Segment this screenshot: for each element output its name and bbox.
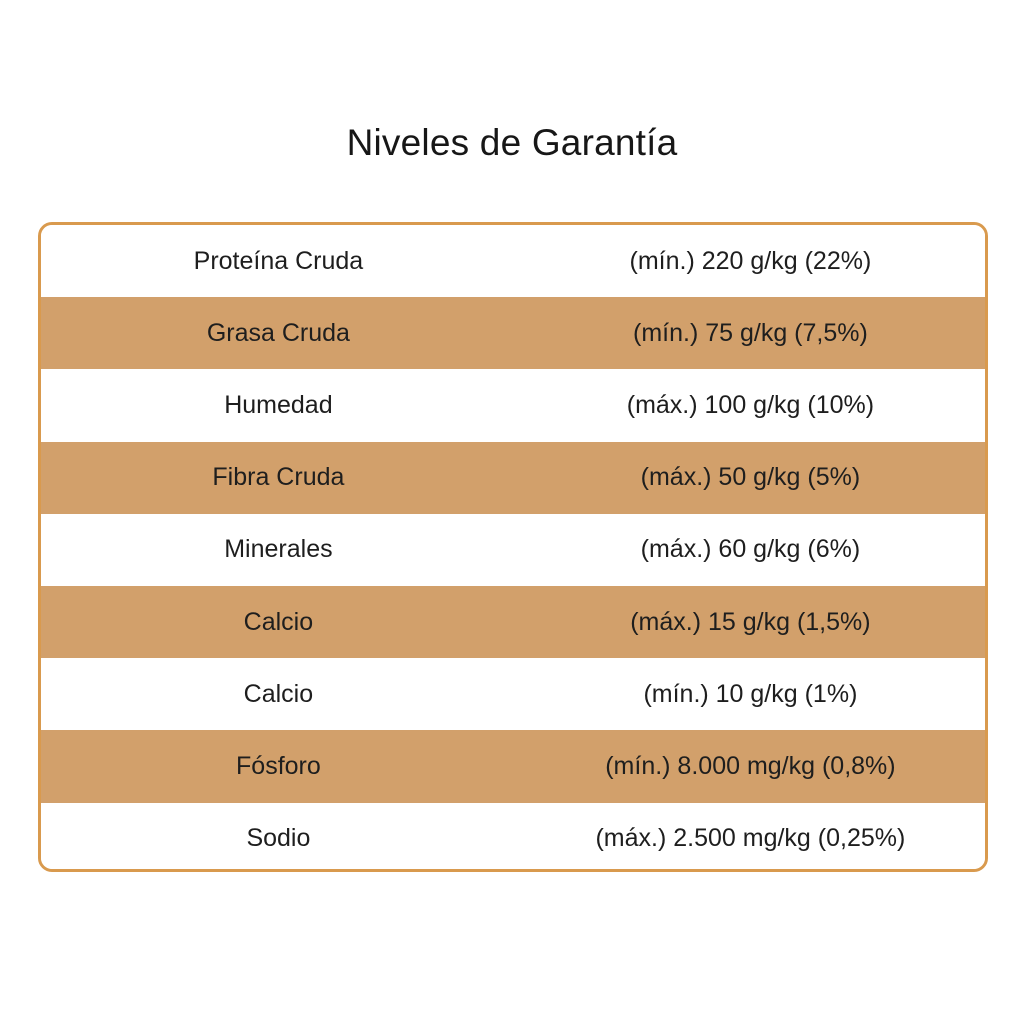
table-row [41,369,985,441]
nutrient-label: Sodio [41,803,516,873]
nutrient-label: Fibra Cruda [41,442,516,514]
nutrient-label: Grasa Cruda [41,297,516,369]
nutrient-label: Humedad [41,369,516,441]
guaranteed-analysis-table [38,222,988,872]
nutrient-value: (mín.) 220 g/kg (22%) [516,225,985,297]
nutrient-label: Calcio [41,586,516,658]
nutrition-table [41,225,985,872]
table-row [41,225,985,297]
nutrient-value: (máx.) 50 g/kg (5%) [516,442,985,514]
nutrient-label: Calcio [41,658,516,730]
table-row [41,297,985,369]
nutrient-label: Proteína Cruda [41,225,516,297]
nutrient-value: (máx.) 60 g/kg (6%) [516,514,985,586]
table-row [41,730,985,802]
nutrient-value: (mín.) 75 g/kg (7,5%) [516,297,985,369]
nutrition-table-body [41,225,985,872]
table-row [41,586,985,658]
table-row [41,803,985,873]
nutrient-value: (máx.) 15 g/kg (1,5%) [516,586,985,658]
nutrient-value: (máx.) 2.500 mg/kg (0,25%) [516,803,985,873]
nutrient-label: Minerales [41,514,516,586]
nutrient-value: (mín.) 8.000 mg/kg (0,8%) [516,730,985,802]
table-row [41,658,985,730]
nutrient-value: (máx.) 100 g/kg (10%) [516,369,985,441]
nutrient-label: Fósforo [41,730,516,802]
table-row [41,442,985,514]
table-row [41,514,985,586]
page-title: Niveles de Garantía [346,122,678,163]
nutrient-value: (mín.) 10 g/kg (1%) [516,658,985,730]
